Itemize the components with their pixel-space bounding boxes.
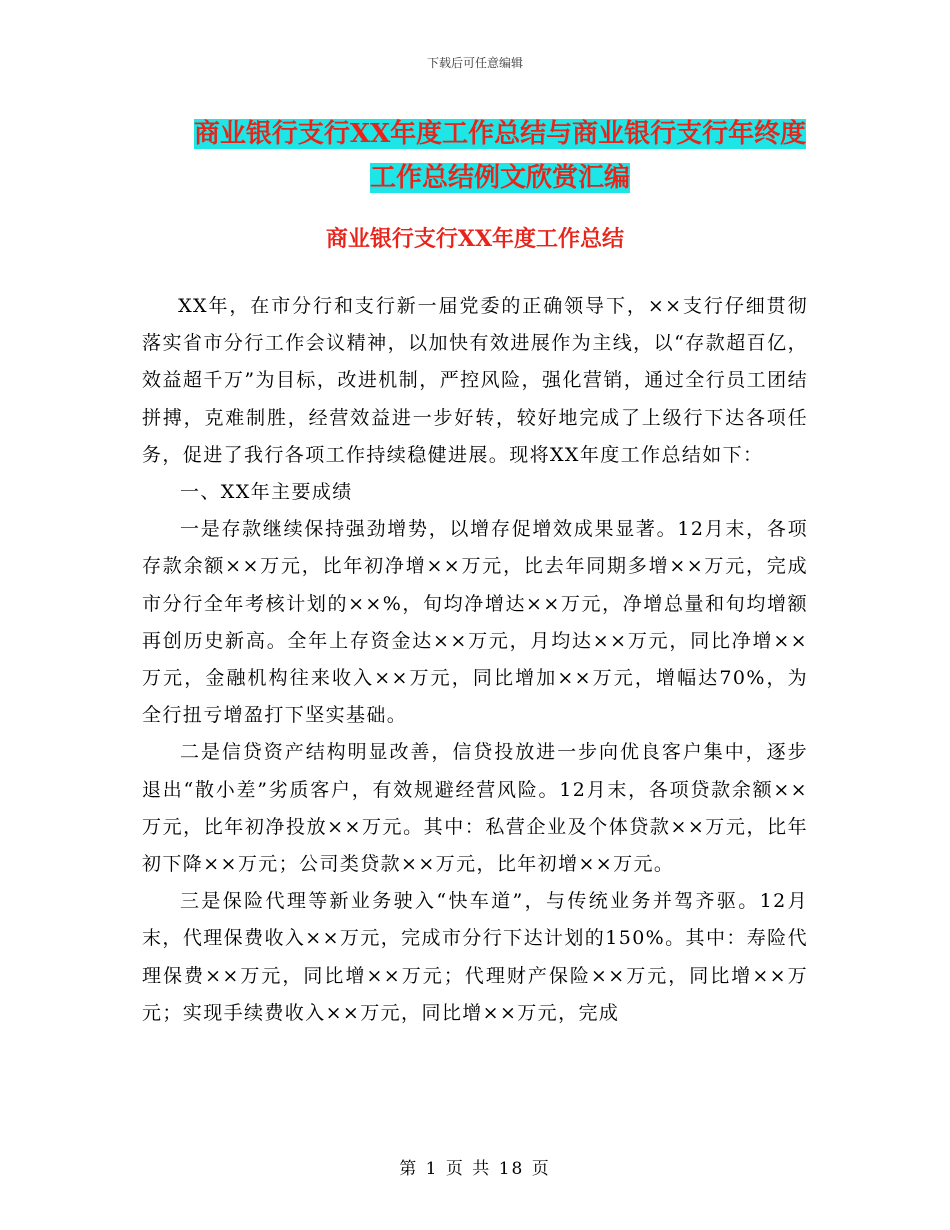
page-number: 第 1 页 共 18 页 (399, 1159, 551, 1179)
section-title: 商业银行支行XX年度工作总结 (325, 226, 625, 252)
paragraph-insurance: 三是保险代理等新业务驶入“快车道”，与传统业务并驾齐驱。12月末，代理保费收入××万元，完成市分行下达计划的150%。其中：寿险代理保费××万元，同比增××万元；代理财产保险××万元，同比增××万元；实现手续费收入××万元，同比增××万元，完成 (142, 890, 808, 1024)
paragraph-intro: XX年，在市分行和支行新一届党委的正确领导下，××支行仔细贯彻落实省市分行工作会议精神，以加快有效进展作为主线，以“存款超百亿，效益超千万”为目标，改进机制，严控风险，强化营销，通过全行员工团结拼搏，克难制胜，经营效益进一步好转，较好地完成了上级行下达各项任务，促进了我行各项工作持续稳健进展。现将XX年度工作总结如下： (142, 295, 808, 466)
body-text (142, 288, 808, 1032)
paragraph-credit: 二是信贷资产结构明显改善，信贷投放进一步向优良客户集中，逐步退出“散小差”劣质客户，有效规避经营风险。12月末，各项贷款余额××万元，比年初净投放××万元。其中：私营企业及个体贷款××万元，比年初下降××万元；公司类贷款××万元，比年初增××万元。 (142, 741, 808, 876)
paragraph-deposits: 一是存款继续保持强劲增势，以增存促增效成果显著。12月末，各项存款余额××万元，比年初净增××万元，比去年同期多增××万元，完成市分行全年考核计划的××%，旬均净增达××万元，净增总量和旬均增额再创历史新高。全年上存资金达××万元，月均达××万元，同比净增××万元，金融机构往来收入××万元，同比增加××万元，增幅达70%，为全行扭亏增盈打下坚实基础。 (142, 518, 808, 727)
main-title-line-2: 工作总结例文欣赏汇编 (369, 163, 630, 193)
header-note: 下载后可任意编辑 (426, 56, 523, 70)
main-title (120, 112, 880, 200)
main-title-line-1: 商业银行支行XX年度工作总结与商业银行支行年终度 (193, 119, 807, 149)
heading-main-achievements: 一、XX年主要成绩 (180, 481, 353, 504)
